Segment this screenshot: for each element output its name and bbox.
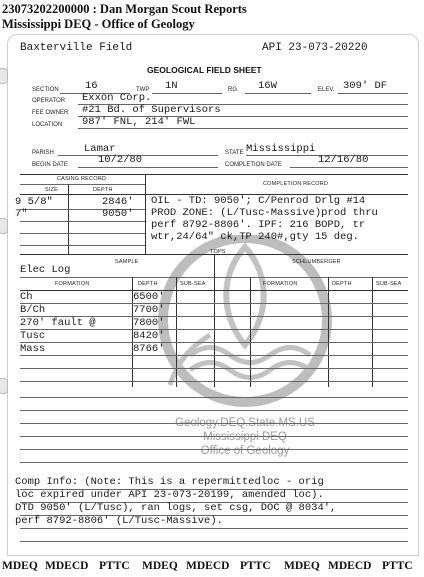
watermark-office: Office of Geology [200,445,290,457]
casing-depth-2: 9050' [102,208,134,220]
report-title: 23073202200000 : Dan Morgan Scout Reports [2,2,247,16]
top-formation-2: B/Ch [20,304,46,316]
state-label: STATE [225,150,244,156]
schlumberger-heading: SCHLUMBERGER [292,259,341,265]
footer-mdecd: MDECD [328,560,372,572]
footer-mdecd: MDECD [186,560,230,572]
completion-line-2: PROD ZONE: (L/Tusc-Massive)prod thru [151,207,378,219]
section-label: SECTION [32,87,59,93]
depth-header-left: DEPTH [138,281,158,287]
punch-hole [0,218,8,234]
footer-mdeq: MDEQ [284,560,320,572]
twp-label: TWP [136,87,150,93]
top-depth-1: 6500' [133,291,165,303]
comp-info-line-3: DTD 9050' (L/Tusc), ran logs, set csg, DOC @ 8034', [15,502,337,514]
casing-size-1: 9 5/8" [15,196,53,208]
location-label: LOCATION [32,122,63,128]
completion-line-1: OIL - TD: 9050'; C/Penrod Drlg #14 [151,195,366,207]
sample-heading: SAMPLE [115,259,139,265]
punch-hole [0,68,8,84]
section-value: 16 [85,80,98,92]
footer-pttc: PTTC [99,560,130,572]
footer-pttc: PTTC [240,560,271,572]
elec-log-note: Elec Log [20,264,71,276]
elev-label: ELEV. [318,87,335,93]
depth-header-right: DEPTH [332,281,352,287]
casing-depth-header: DEPTH [93,187,113,193]
footer-mdeq: MDEQ [142,560,178,572]
fee-owner-label: FEE OWNER [32,110,69,116]
completion-date-label: COMPLETION DATE [225,162,282,168]
watermark-url: Geology.DEQ.State.MS.US [175,417,315,429]
field-name: Baxterville Field [20,42,133,54]
begin-date-value: 10/2/80 [98,154,143,166]
comp-info-line-1: Comp Info: (Note: This is a repermittedloc - orig [15,476,324,488]
watermark-agency: Mississippi DEQ [203,431,287,443]
tops-heading: TOPS [210,249,226,255]
casing-record-heading: CASING RECORD [57,176,107,182]
top-depth-2: 7700' [133,304,165,316]
elev-value: 309' DF [343,80,388,92]
casing-size-2: 7" [15,208,28,220]
fee-owner-value: #21 Bd. of Supervisors [82,104,221,116]
punch-hole [0,378,8,394]
top-formation-4: Tusc [20,330,46,342]
subsea-header-right: SUB-SEA [376,281,402,287]
footer-mdecd: MDECD [45,560,89,572]
top-formation-5: Mass [20,343,46,355]
operator-label: OPERATOR [32,98,66,104]
completion-line-4: wtr,24/64" ck,TP 240#,gty 15 deg. [151,231,359,243]
completion-line-3: perf 8792-8806'. IPF: 216 BOPD, tr [151,219,366,231]
top-depth-5: 8766' [133,343,165,355]
completion-record-heading: COMPLETION RECORD [263,181,329,187]
twp-value: 1N [165,80,178,92]
sheet-title: GEOLOGICAL FIELD SHEET [147,65,262,75]
report-subtitle: Mississippi DEQ - Office of Geology [2,17,195,31]
footer-mdeq: MDEQ [2,560,38,572]
top-depth-3: 7800' [133,317,165,329]
top-formation-1: Ch [20,291,33,303]
footer-pttc: PTTC [382,560,413,572]
comp-info-line-2: loc expired under API 23-073-20199, amended loc). [15,489,324,501]
casing-size-header: SIZE [45,187,59,193]
begin-date-label: BEGIN DATE [32,162,68,168]
subsea-header-left: SUB-SEA [180,281,206,287]
parish-value: Lamar [84,143,116,155]
location-value: 987' FNL, 214' FWL [82,116,196,128]
top-formation-3: 270' fault @ [20,317,96,329]
completion-date-value: 12/16/80 [318,154,369,166]
top-depth-4: 8420' [133,330,165,342]
parish-label: PARISH [32,150,54,156]
api-number: API 23-073-20220 [262,42,368,54]
comp-info-line-4: perf 8792-8806' (L/Tusc-Massive). [15,515,223,527]
operator-value: Exxon Corp. [82,92,152,104]
rg-label: RG. [228,87,239,93]
rg-value: 16W [258,80,277,92]
formation-header-right: FORMATION [263,281,298,287]
casing-depth-1: 2846' [102,196,134,208]
formation-header-left: FORMATION [55,281,90,287]
state-value: Mississippi [246,143,316,155]
